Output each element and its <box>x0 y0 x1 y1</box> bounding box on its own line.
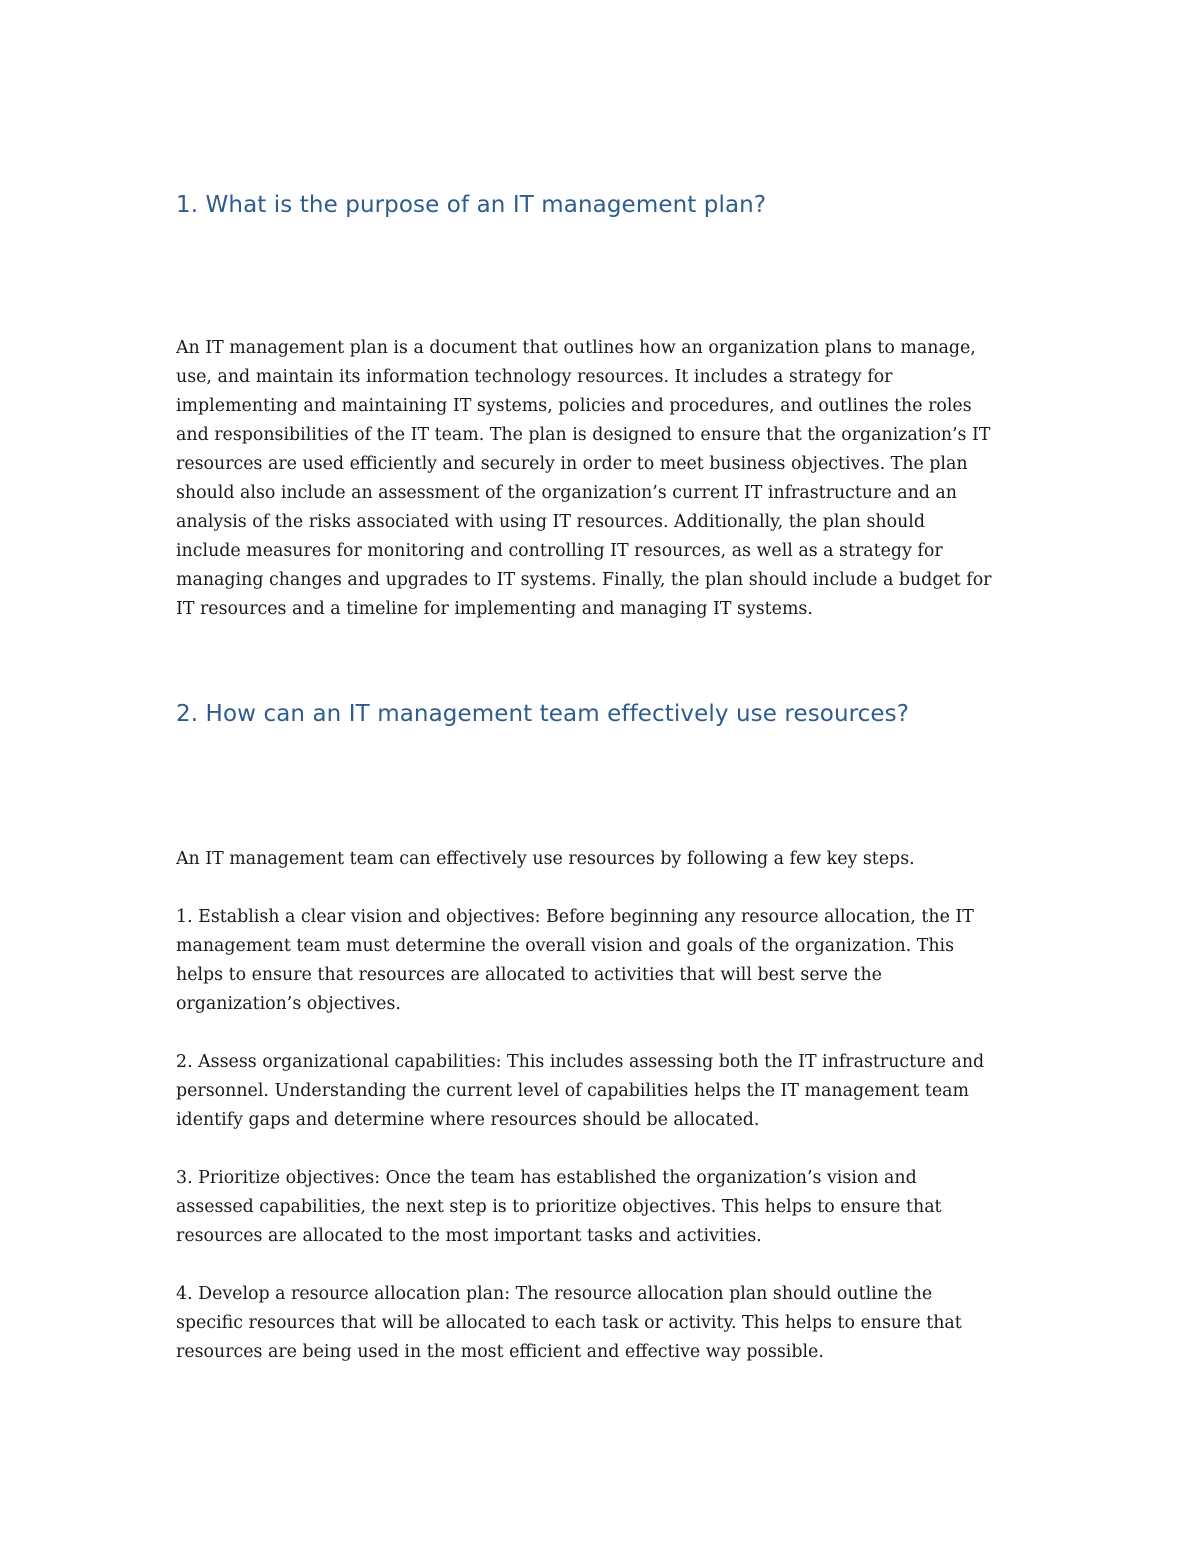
paragraph-line: managing changes and upgrades to IT systems. Finally, the plan should include a budget for <box>176 570 992 590</box>
paragraph-line: use, and maintain its information technology resources. It includes a strategy for <box>176 367 893 387</box>
step-line: organization’s objectives. <box>176 994 401 1014</box>
step-line: helps to ensure that resources are allocated to activities that will best serve the <box>176 965 882 985</box>
step-2-paragraph <box>176 1048 1036 1135</box>
step-line: 4. Develop a resource allocation plan: The resource allocation plan should outline the <box>176 1284 933 1304</box>
paragraph-line: analysis of the risks associated with using IT resources. Additionally, the plan should <box>176 512 925 532</box>
section-1-heading: 1. What is the purpose of an IT management plan? <box>176 192 767 218</box>
step-line: assessed capabilities, the next step is to prioritize objectives. This helps to ensure that <box>176 1197 942 1217</box>
paragraph-line: implementing and maintaining IT systems, policies and procedures, and outlines the roles <box>176 396 972 416</box>
step-line: personnel. Understanding the current level of capabilities helps the IT management team <box>176 1081 970 1101</box>
paragraph-line: resources are used efficiently and securely in order to meet business objectives. The plan <box>176 454 968 474</box>
step-line: identify gaps and determine where resources should be allocated. <box>176 1110 760 1130</box>
step-line: management team must determine the overall vision and goals of the organization. This <box>176 936 955 956</box>
step-line: resources are being used in the most efficient and effective way possible. <box>176 1342 824 1362</box>
section-2-intro <box>176 845 1036 874</box>
paragraph-line: IT resources and a timeline for implementing and managing IT systems. <box>176 599 813 619</box>
paragraph-line: An IT management plan is a document that outlines how an organization plans to manage, <box>176 338 976 358</box>
step-line: specific resources that will be allocated to each task or activity. This helps to ensure that <box>176 1313 962 1333</box>
step-line: 3. Prioritize objectives: Once the team has established the organization’s vision and <box>176 1168 917 1188</box>
step-line: 2. Assess organizational capabilities: This includes assessing both the IT infrastructure and <box>176 1052 985 1072</box>
paragraph-line: include measures for monitoring and controlling IT resources, as well as a strategy for <box>176 541 943 561</box>
paragraph-line: should also include an assessment of the organization’s current IT infrastructure and an <box>176 483 957 503</box>
step-line: 1. Establish a clear vision and objectives: Before beginning any resource allocation, the IT <box>176 907 974 927</box>
step-3-paragraph <box>176 1164 1036 1251</box>
step-line: resources are allocated to the most important tasks and activities. <box>176 1226 762 1246</box>
section-2-heading: 2. How can an IT management team effectively use resources? <box>176 701 910 727</box>
step-4-paragraph <box>176 1280 1036 1367</box>
intro-line: An IT management team can effectively use resources by following a few key steps. <box>176 849 915 869</box>
paragraph-line: and responsibilities of the IT team. The plan is designed to ensure that the organization’s IT <box>176 425 991 445</box>
section-1-paragraph <box>176 334 1036 624</box>
step-1-paragraph <box>176 903 1036 1019</box>
